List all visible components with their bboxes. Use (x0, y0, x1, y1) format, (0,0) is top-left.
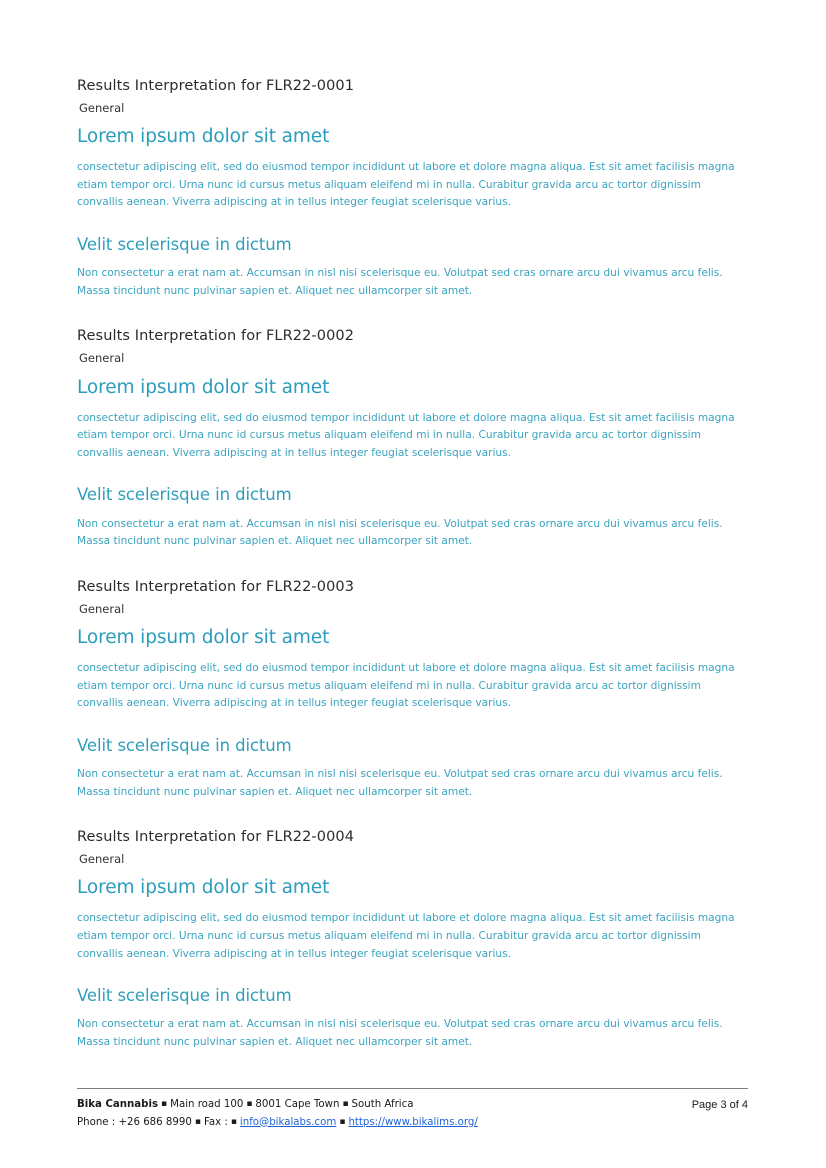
report-content (77, 76, 748, 1052)
interpretation-body: consectetur adipiscing elit, sed do eiusmod tempor incididunt ut labore et dolore magna aliqua. Est sit amet facilisis magna etiam tempor orci. Urna nunc id cursus metus aliquam eleifend mi in nulla. Curabitur gravida arcu ac tortor dignissim convallis aenean. Viverra adipiscing at in tellus integer feugiat scelerisque varius. (77, 411, 735, 459)
section-subtitle: General (79, 101, 125, 116)
section-title: Results Interpretation for FLR22-0003 (77, 578, 355, 595)
footer-fax: Fax : (203, 1116, 228, 1128)
footer-phone: Phone : +26 686 8990 (77, 1116, 192, 1128)
footer-separator-icon: ▪ (161, 1099, 168, 1109)
section-subtitle: General (79, 852, 125, 867)
interpretation-heading: Lorem ipsum dolor sit amet (77, 877, 330, 899)
interpretation-subheading: Velit scelerisque in dictum (77, 986, 292, 1006)
footer-organization: Bika Cannabis (77, 1099, 159, 1110)
section-title: Results Interpretation for FLR22-0002 (77, 328, 355, 345)
interpretation-subheading: Velit scelerisque in dictum (77, 485, 292, 505)
interpretation-body: consectetur adipiscing elit, sed do eiusmod tempor incididunt ut labore et dolore magna aliqua. Est sit amet facilisis magna etiam tempor orci. Urna nunc id cursus metus aliquam eleifend mi in nulla. Curabitur gravida arcu ac tortor dignissim convallis aenean. Viverra adipiscing at in tellus integer feugiat scelerisque varius. (77, 161, 735, 209)
footer-separator-icon: ▪ (339, 1116, 346, 1127)
section-spacer (77, 818, 748, 827)
footer-contact-line (77, 1114, 478, 1132)
interpretation-subbody: Non consectetur a erat nam at. Accumsan in nisl nisi scelerisque eu. Volutpat sed cras ornare arcu dui vivamus arcu felis. Massa tincidunt nunc pulvinar sapien et. Aliquet nec ullamcorper sit amet. (77, 768, 723, 798)
interpretation-body: consectetur adipiscing elit, sed do eiusmod tempor incididunt ut labore et dolore magna aliqua. Est sit amet facilisis magna etiam tempor orci. Urna nunc id cursus metus aliquam eleifend mi in nulla. Curabitur gravida arcu ac tortor dignissim convallis aenean. Viverra adipiscing at in tellus integer feugiat scelerisque varius. (77, 912, 735, 960)
interpretation-subbody: Non consectetur a erat nam at. Accumsan in nisl nisi scelerisque eu. Volutpat sed cras ornare arcu dui vivamus arcu felis. Massa tincidunt nunc pulvinar sapien et. Aliquet nec ullamcorper sit amet. (77, 1018, 723, 1048)
footer-company-info (77, 1096, 478, 1131)
footer-street: Main road 100 (170, 1099, 244, 1110)
report-section (77, 76, 748, 300)
interpretation-subheading: Velit scelerisque in dictum (77, 234, 292, 254)
footer-email-link[interactable]: info@bikalabs.com (239, 1116, 337, 1128)
footer-address-line (77, 1096, 478, 1114)
interpretation-heading: Lorem ipsum dolor sit amet (77, 126, 330, 148)
section-subtitle: General (79, 601, 125, 616)
section-title: Results Interpretation for FLR22-0001 (77, 78, 355, 94)
section-spacer (77, 317, 748, 326)
interpretation-heading: Lorem ipsum dolor sit amet (77, 376, 330, 398)
report-section (77, 827, 748, 1051)
interpretation-subheading: Velit scelerisque in dictum (77, 735, 292, 755)
footer-divider (77, 1088, 748, 1089)
interpretation-subbody: Non consectetur a erat nam at. Accumsan in nisl nisi scelerisque eu. Volutpat sed cras ornare arcu dui vivamus arcu felis. Massa tincidunt nunc pulvinar sapien et. Aliquet nec ullamcorper sit amet. (77, 267, 723, 297)
footer-website-link[interactable]: https://www.bikalims.org/ (348, 1116, 478, 1128)
footer-city: 8001 Cape Town (255, 1099, 340, 1110)
page-footer (77, 1088, 748, 1131)
section-spacer (77, 568, 748, 577)
footer-separator-icon: ▪ (246, 1099, 253, 1109)
report-section (77, 326, 748, 550)
footer-separator-icon: ▪ (342, 1099, 349, 1109)
interpretation-body: consectetur adipiscing elit, sed do eiusmod tempor incididunt ut labore et dolore magna aliqua. Est sit amet facilisis magna etiam tempor orci. Urna nunc id cursus metus aliquam eleifend mi in nulla. Curabitur gravida arcu ac tortor dignissim convallis aenean. Viverra adipiscing at in tellus integer feugiat scelerisque varius. (77, 662, 735, 710)
section-title: Results Interpretation for FLR22-0004 (77, 829, 355, 846)
footer-separator-icon: ▪ (230, 1116, 237, 1127)
report-section (77, 577, 748, 801)
footer-country: South Africa (351, 1099, 414, 1110)
section-subtitle: General (79, 351, 125, 366)
page-number: Page 3 of 4 (691, 1099, 748, 1111)
interpretation-heading: Lorem ipsum dolor sit amet (77, 627, 330, 649)
footer-separator-icon: ▪ (194, 1116, 201, 1127)
interpretation-subbody: Non consectetur a erat nam at. Accumsan in nisl nisi scelerisque eu. Volutpat sed cras ornare arcu dui vivamus arcu felis. Massa tincidunt nunc pulvinar sapien et. Aliquet nec ullamcorper sit amet. (77, 517, 723, 548)
